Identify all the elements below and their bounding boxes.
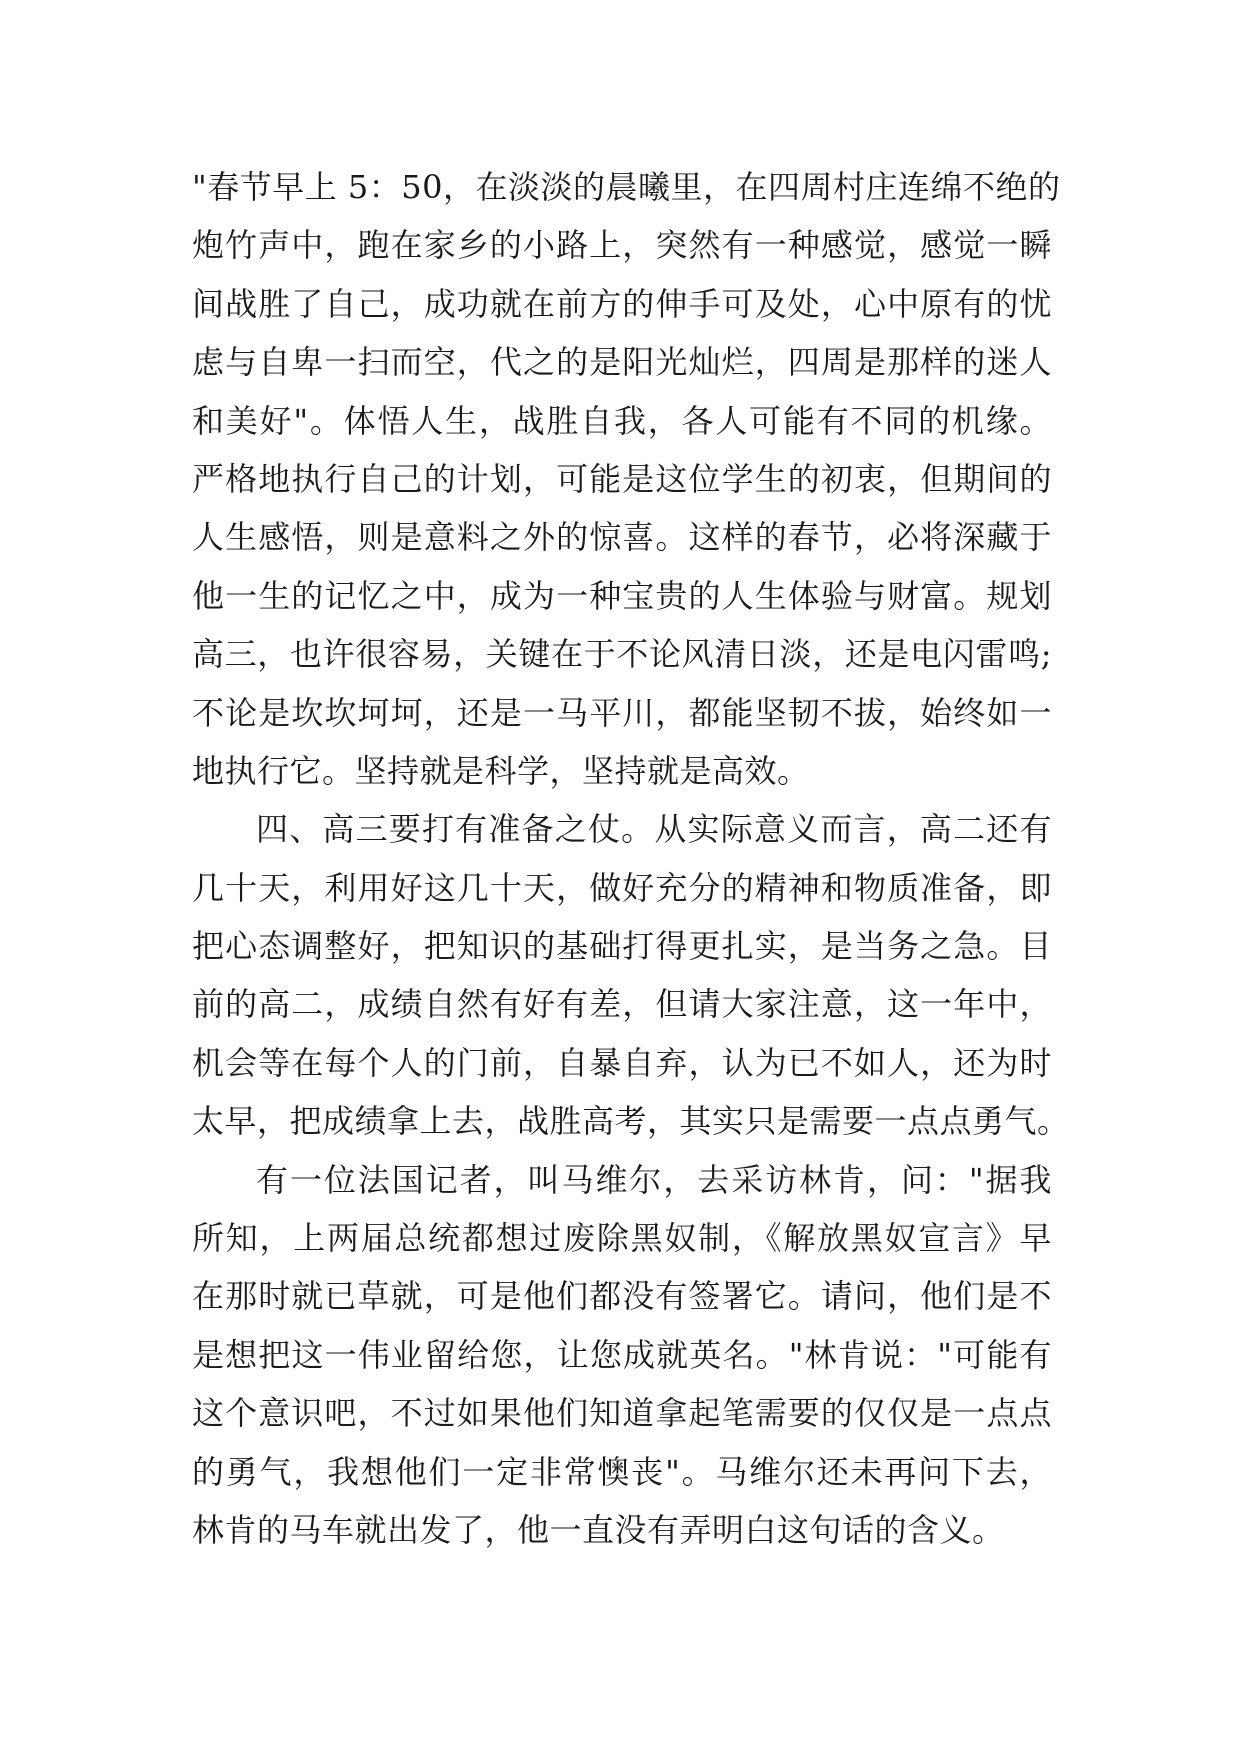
text-line: 所知，上两届总统都想过废除黑奴制，《解放黑奴宣言》早 bbox=[192, 1219, 1052, 1258]
text-line: 在那时就已草就，可是他们都没有签署它。请问，他们是不 bbox=[192, 1277, 1052, 1316]
text-line: 虑与自卑一扫而空，代之的是阳光灿烂，四周是那样的迷人 bbox=[192, 343, 1052, 382]
paragraph-1 bbox=[192, 158, 1061, 800]
text-line: 严格地执行自己的计划，可能是这位学生的初衷，但期间的 bbox=[192, 459, 1052, 498]
text-line: 几十天，利用好这几十天，做好充分的精神和物质准备，即 bbox=[192, 868, 1052, 907]
text-line: 高三，也许很容易，关键在于不论风清日淡，还是电闪雷鸣; bbox=[192, 635, 1052, 674]
paragraph-3 bbox=[192, 1151, 1052, 1560]
text-line: 是想把这一伟业留给您，让您成就英名。"林肯说："可能有 bbox=[192, 1335, 1052, 1374]
text-line: 把心态调整好，把知识的基础打得更扎实，是当务之急。目 bbox=[192, 927, 1052, 966]
document-body bbox=[192, 158, 1070, 1559]
paragraph-2 bbox=[192, 800, 1070, 1150]
text-line: 林肯的马车就出发了，他一直没有弄明白这句话的含义。 bbox=[192, 1510, 1005, 1549]
text-line: 有一位法国记者，叫马维尔，去采访林肯，问："据我 bbox=[256, 1160, 1052, 1199]
text-line: 的勇气，我想他们一定非常懊丧"。马维尔还未再问下去， bbox=[192, 1452, 1052, 1491]
text-line: 他一生的记忆之中，成为一种宝贵的人生体验与财富。规划 bbox=[192, 576, 1052, 615]
text-line: 机会等在每个人的门前，自暴自弃，认为已不如人，还为时 bbox=[192, 1043, 1052, 1082]
text-line: 四、高三要打有准备之仗。从实际意义而言，高二还有 bbox=[256, 810, 1052, 849]
text-line: 地执行它。坚持就是科学，坚持就是高效。 bbox=[192, 751, 810, 790]
text-line: 这个意识吧，不过如果他们知道拿起笔需要的仅仅是一点点 bbox=[192, 1394, 1052, 1433]
text-line: 人生感悟，则是意料之外的惊喜。这样的春节，必将深藏于 bbox=[192, 518, 1052, 557]
text-line: 间战胜了自己，成功就在前方的伸手可及处，心中原有的忧 bbox=[192, 284, 1052, 323]
text-line: 前的高二，成绩自然有好有差，但请大家注意，这一年中， bbox=[192, 985, 1052, 1024]
text-line: 炮竹声中，跑在家乡的小路上，突然有一种感觉，感觉一瞬 bbox=[192, 226, 1052, 265]
text-line: 不论是坎坎坷坷，还是一马平川，都能坚韧不拔，始终如一 bbox=[192, 693, 1052, 732]
text-line: 和美好"。体悟人生，战胜自我，各人可能有不同的机缘。 bbox=[192, 401, 1052, 440]
text-line: 太早，把成绩拿上去，战胜高考，其实只是需要一点点勇气。 bbox=[192, 1102, 1070, 1141]
text-line: "春节早上 5：50，在淡淡的晨曦里，在四周村庄连绵不绝的 bbox=[192, 168, 1061, 206]
